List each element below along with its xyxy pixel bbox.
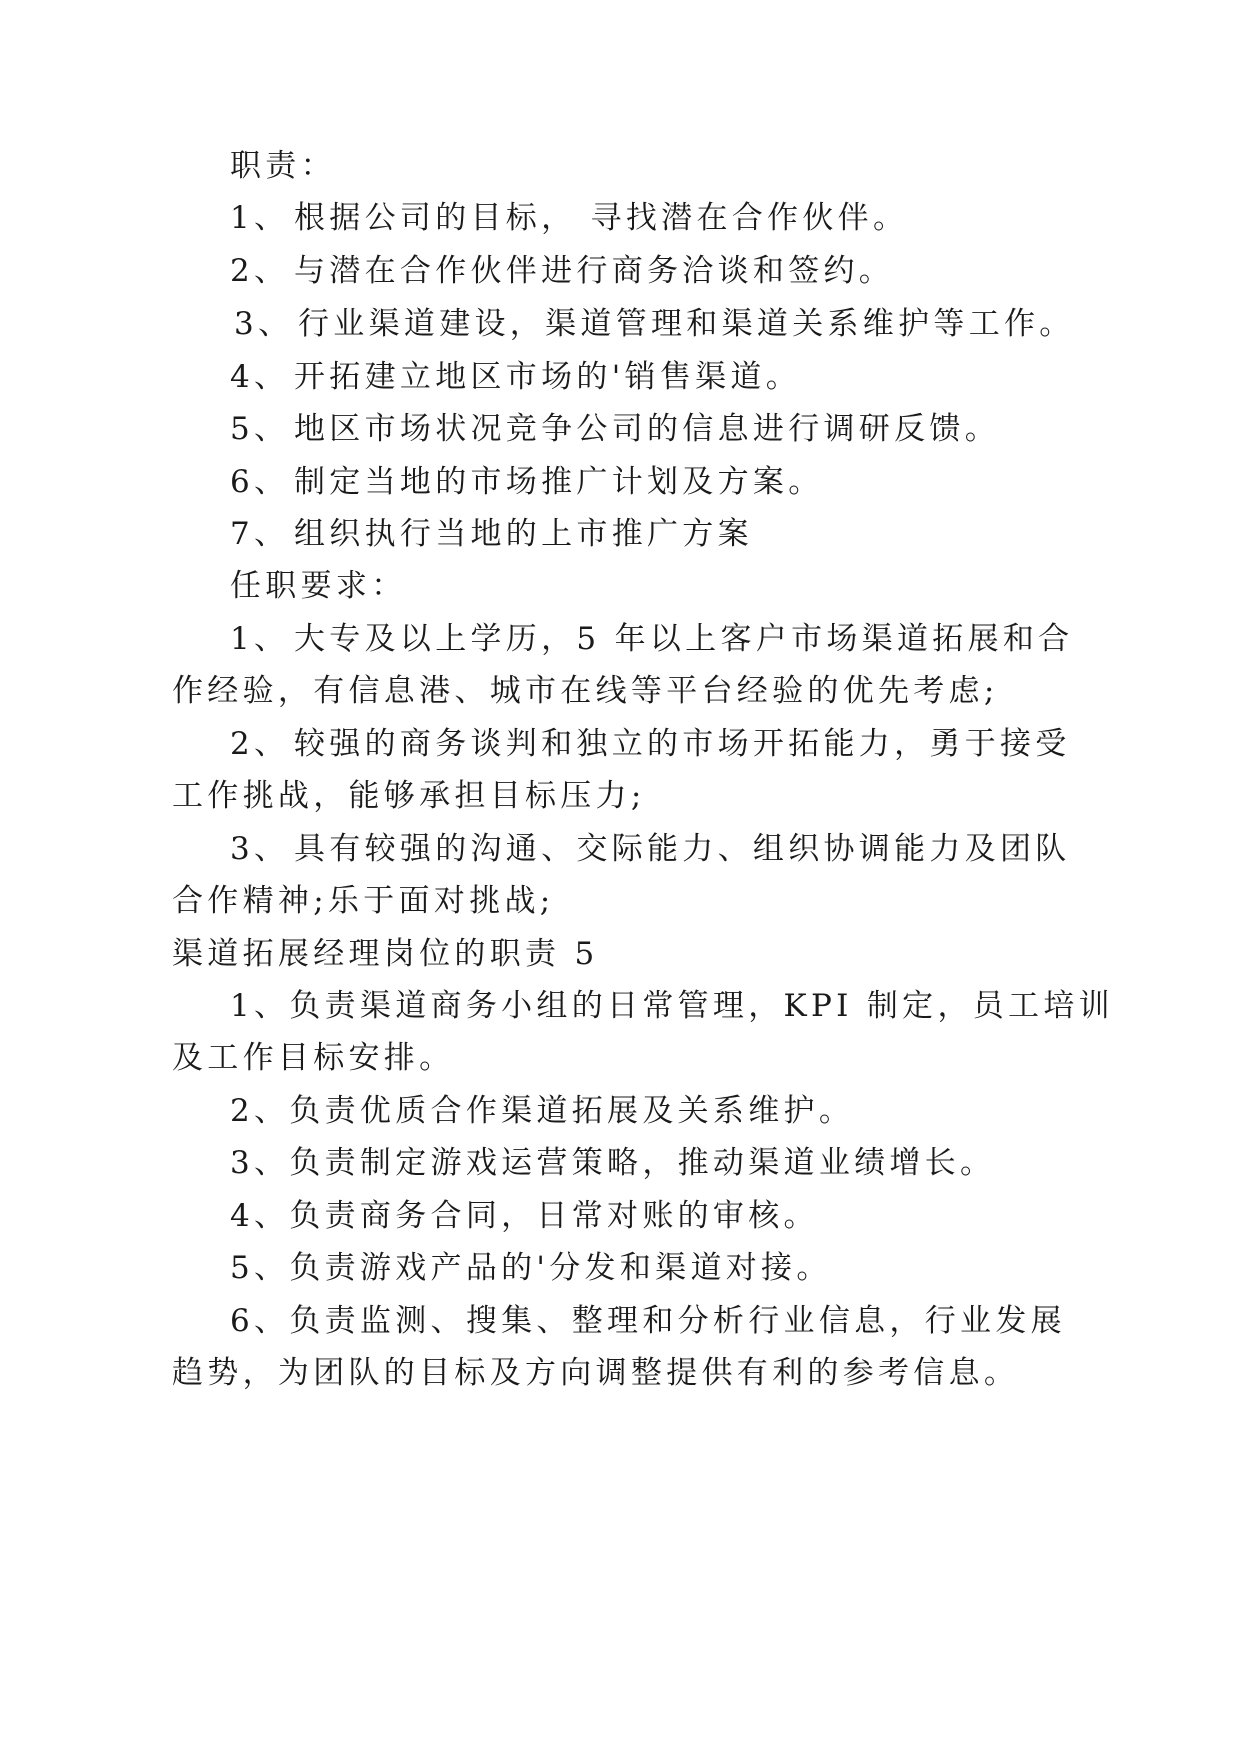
requirement-line <box>230 829 1071 869</box>
duty-text: 开拓建立地区市场的'销售渠道。 <box>294 359 802 395</box>
section-title: 渠道拓展经理岗位的职责 5 <box>172 936 599 972</box>
duty-item <box>230 251 894 291</box>
duty-item <box>230 409 1000 449</box>
duty-number: 1、 <box>230 200 290 236</box>
requirement-number: 1、 <box>230 621 290 657</box>
requirement-text: 较强的商务谈判和独立的市场开拓能力，勇于接受 <box>294 726 1071 762</box>
responsibility-line: 1、负责渠道商务小组的日常管理，KPI 制定，员工培训 <box>230 988 1114 1024</box>
duty-text: 行业渠道建设，渠道管理和渠道关系维护等工作。 <box>298 306 1075 342</box>
requirement-number: 3、 <box>230 831 290 867</box>
duty-number: 3、 <box>234 306 294 342</box>
duty-number: 5、 <box>230 411 290 447</box>
responsibility-line: 5、负责游戏产品的'分发和渠道对接。 <box>230 1250 832 1286</box>
requirement-text: 具有较强的沟通、交际能力、组织协调能力及团队 <box>294 831 1071 867</box>
responsibility-continuation: 趋势，为团队的目标及方向调整提供有利的参考信息。 <box>172 1355 1020 1391</box>
duty-item <box>230 462 824 502</box>
duty-text: 组织执行当地的上市推广方案 <box>294 516 753 552</box>
duty-number: 4、 <box>230 359 290 395</box>
duty-text: 制定当地的市场推广计划及方案。 <box>294 464 824 500</box>
duty-number: 6、 <box>230 464 290 500</box>
responsibility-line: 3、负责制定游戏运营策略，推动渠道业绩增长。 <box>230 1145 996 1181</box>
requirement-continuation: 工作挑战，能够承担目标压力; <box>172 778 646 814</box>
requirement-number: 2、 <box>230 726 290 762</box>
responsibility-line: 4、负责商务合同，日常对账的审核。 <box>230 1198 819 1234</box>
requirement-continuation: 作经验，有信息港、城市在线等平台经验的优先考虑; <box>172 673 999 709</box>
responsibility-continuation: 及工作目标安排。 <box>172 1040 455 1076</box>
duty-text: 根据公司的目标， 寻找潜在合作伙伴。 <box>294 200 909 236</box>
duty-text: 与潜在合作伙伴进行商务洽谈和签约。 <box>294 253 895 289</box>
duty-item <box>234 304 1075 344</box>
duties-heading: 职责： <box>230 148 336 184</box>
requirement-line <box>230 724 1071 764</box>
requirements-heading: 任职要求： <box>230 568 407 604</box>
requirement-text: 大专及以上学历，5 年以上客户市场渠道拓展和合 <box>294 621 1074 657</box>
requirement-line <box>230 619 1073 659</box>
duty-text: 地区市场状况竞争公司的信息进行调研反馈。 <box>294 411 1000 447</box>
responsibility-line: 2、负责优质合作渠道拓展及关系维护。 <box>230 1093 855 1129</box>
requirement-continuation: 合作精神;乐于面对挑战; <box>172 883 555 919</box>
duty-item <box>230 357 801 397</box>
duty-item <box>230 514 753 554</box>
duty-number: 7、 <box>230 516 290 552</box>
responsibility-line: 6、负责监测、搜集、整理和分析行业信息，行业发展 <box>230 1303 1066 1339</box>
duty-item <box>230 198 908 238</box>
duty-number: 2、 <box>230 253 290 289</box>
